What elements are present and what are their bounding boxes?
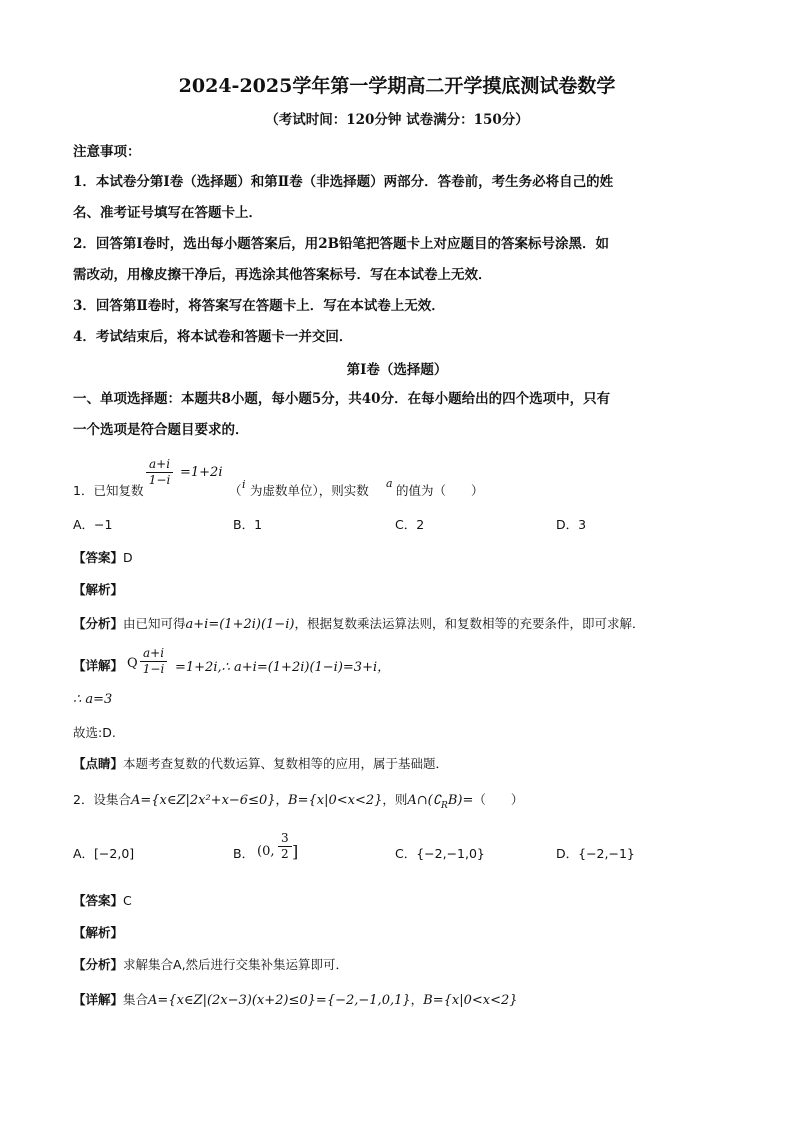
note-4: 4．考试结束后，将本试卷和答题卡一并交回． — [73, 329, 353, 345]
q2-set-a: A={x∈Z|2x²+x−6≤0} — [130, 793, 276, 808]
q2-option-b-num: 3 — [278, 831, 292, 847]
q1-choose: 故选:D. — [73, 725, 116, 740]
q2-xiangjie-line — [73, 990, 518, 1009]
q1-fenxi-b: ，根据复数乘法运算法则，和复数相等的充要条件，即可求解． — [294, 616, 645, 631]
q2-option-c: C．{−2,−1,0} — [395, 846, 485, 861]
section-intro-a: 一、单项选择题：本题共8小题，每小题5分，共40分．在每小题给出的四个选项中，只有 — [73, 391, 611, 407]
q1-var-a: a — [386, 477, 393, 490]
q1-rhs: =1+2i — [180, 465, 223, 480]
q2-xj-b: B={x|0<x<2} — [423, 993, 518, 1008]
q2-expr: A∩(∁ — [407, 793, 442, 808]
q1-fenxi-tag: 【分析】 — [73, 616, 124, 631]
q2-stem — [73, 790, 523, 811]
q2-expr-sub: R — [441, 801, 448, 812]
q1-option-b: B．1 — [233, 517, 263, 532]
section-intro-b: 一个选项是符合题目要求的． — [73, 422, 249, 438]
q1-fenxi-line — [73, 614, 644, 633]
q2-xj-a: 集合 — [123, 992, 149, 1007]
q1-answer-line — [73, 548, 133, 567]
q2-prefix: 2．设集合 — [73, 792, 131, 807]
q1-xj-rest: =1+2i,∴ a+i=(1+2i)(1−i)=3+i， — [175, 660, 391, 675]
q1-prefix: 1．已知复数 — [73, 483, 144, 498]
q2-option-b-close: ] — [292, 842, 299, 861]
q1-option-a: A．−1 — [73, 517, 113, 532]
note-2a: 2．回答第Ⅰ卷时，选出每小题答案后，用2B铅笔把答题卡上对应题目的答案标号涂黑．如 — [73, 236, 610, 252]
note-3: 3．回答第Ⅱ卷时，将答案写在答题卡上．写在本试卷上无效． — [73, 298, 445, 314]
q2-set-b: B={x|0<x<2} — [288, 793, 383, 808]
q2-expr-tail: B)= — [447, 793, 474, 808]
q2-xj-expr: A={x∈Z|(2x−3)(x+2)≤0}={−2,−1,0,1} — [148, 993, 411, 1008]
q2-sep: ， — [275, 792, 289, 807]
q2-option-d: D．{−2,−1} — [556, 846, 635, 861]
note-1b: 名、准考证号填写在答题卡上． — [73, 205, 262, 221]
page-title: 2024-2025学年第一学期高二开学摸底测试卷数学 — [178, 75, 616, 97]
q1-xj-num: a+i — [140, 646, 167, 662]
q2-option-b — [233, 844, 254, 862]
note-2b: 需改动，用橡皮擦干净后，再选涂其他答案标号．写在本试卷上无效． — [73, 267, 492, 283]
q1-fenxi-a: 由已知可得 — [123, 616, 186, 631]
q2-xj-sep: ， — [410, 992, 424, 1007]
q1-frac-num: a+i — [146, 457, 173, 473]
q1-dianjing: 本题考查复数的代数运算、复数相等的应用，属于基础题． — [123, 756, 449, 771]
q1-tail: 的值为（ ） — [396, 483, 484, 498]
q1-xj-den: 1−i — [142, 662, 165, 676]
q1-dianjing-tag: 【点睛】 — [73, 756, 124, 771]
q2-option-a: A．[−2,0] — [73, 846, 135, 861]
q2-option-b-open: (0, — [257, 844, 275, 859]
q1-fraction — [146, 457, 173, 488]
q2-paren: （ ） — [473, 792, 524, 807]
q1-option-d: D．3 — [556, 517, 587, 532]
q1-fenxi-expr: a+i=(1+2i)(1−i) — [185, 617, 295, 632]
q1-frac-den: 1−i — [148, 473, 171, 487]
exam-info: （考试时间：120分钟 试卷满分：150分） — [265, 112, 529, 128]
q1-analysis-tag: 【解析】 — [73, 582, 124, 597]
q2-fenxi: 求解集合A,然后进行交集补集运算即可． — [123, 957, 349, 972]
q1-xiangjie-tag: 【详解】 — [73, 658, 124, 673]
notes-heading: 注意事项： — [73, 144, 141, 160]
q2-option-b-label: B． — [233, 846, 255, 861]
q2-fenxi-line — [73, 955, 348, 974]
q1-xj-fraction — [140, 646, 167, 677]
q2-fenxi-tag: 【分析】 — [73, 957, 124, 972]
section-title: 第Ⅰ卷（选择题） — [346, 362, 448, 378]
q1-answer: D — [123, 550, 133, 565]
q2-answer-line — [73, 891, 132, 910]
q2-xiangjie-tag: 【详解】 — [73, 992, 124, 1007]
q1-dianjing-line — [73, 754, 448, 773]
q2-ask: ，则 — [382, 792, 408, 807]
q1-i-var: i — [242, 478, 246, 491]
note-1a: 1．本试卷分第Ⅰ卷（选择题）和第Ⅱ卷（非选择题）两部分．答卷前，考生务必将自己的姓 — [73, 174, 614, 190]
q1-paren-open: （ — [229, 483, 242, 498]
q1-note: 为虚数单位），则实数 — [250, 483, 369, 498]
q2-answer: C — [123, 893, 132, 908]
q1-option-c: C．2 — [395, 517, 425, 532]
q2-option-b-fraction — [278, 831, 292, 862]
q1-xj-line2: ∴ a=3 — [73, 692, 113, 707]
q2-option-b-den: 2 — [281, 847, 289, 861]
q1-answer-tag: 【答案】 — [73, 550, 124, 565]
q2-answer-tag: 【答案】 — [73, 893, 124, 908]
q2-analysis-tag: 【解析】 — [73, 925, 124, 940]
q1-xj-q: Q — [127, 656, 138, 671]
